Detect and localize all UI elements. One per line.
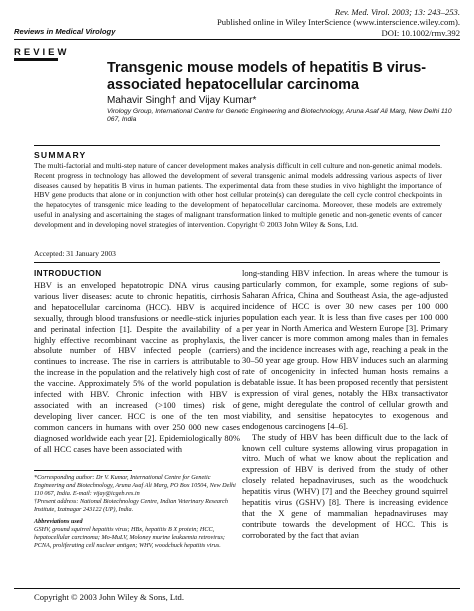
summary-text: The multi-factorial and multi-step nature of cancer development makes analysis difficult in cell culture and non-genetic animal models. Recent progress in technology has allowed the development of several transgenic animal models addressing various aspects of liver diseases caused by hepatitis B virus in human patients. The experimental data from these studies in vivo highlight the importance of HBV gene products that alone or in conjunction with other host cellular protein(s) can deregulate the cell cycle control checkpoints in the hepatocytes of transgenic mice leading to the development of hepatocellular carcinoma. Moreover, these models are extremely useful in analysing and ascertaining the stages of malignant transformation linked to multiple genetic and non-genetic events of cancer development and in developing novel strategies of intervention. Copyright © 2003 John Wiley & Sons, Ltd. xyxy=(34,161,442,229)
body-paragraph: The study of HBV has been difficult due to the lack of known cell culture systems allowing virus propagation in vitro. Much of what we know about the replication and expression of HBV is derived from the study of other closely related hepadnaviruses, such as the woodchuck hepatitis virus (WHV) [7] and the Beechey ground squirrel hepatitis virus (GSHV) [8]. There is increasing evidence that the X gene of mammalian hepadnaviruses may contribute towards the development of HCC. This is corroborated by the fact that avian xyxy=(242,431,448,540)
author-list: Mahavir Singh† and Vijay Kumar* xyxy=(107,95,257,106)
online-publication-note: Published online in Wiley InterScience (www.interscience.wiley.com). xyxy=(217,17,460,28)
article-type-bar xyxy=(14,58,58,61)
body-left-column xyxy=(34,268,240,455)
journal-meta xyxy=(160,7,460,38)
author-affiliation: Virology Group, International Centre for Genetic Engineering and Biotechnology, Aruna Asaf Ali Marg, New Delhi 110 067, India xyxy=(107,108,452,124)
correspondence-footnote: *Corresponding author: Dr V. Kumar, International Centre for Genetic Engineering and Biotechnology, Aruna Asaf Ali Marg, PO Box 10504, New Delhi 110 067, India. E-mail: vijay@icgeb.res.in xyxy=(34,474,236,497)
body-right-column xyxy=(242,268,448,541)
summary-heading: SUMMARY xyxy=(34,150,87,160)
doi: DOI: 10.1002/rmv.392 xyxy=(381,27,460,38)
footer-rule xyxy=(14,588,460,589)
summary-top-rule xyxy=(34,145,440,146)
series-name: Reviews in Medical Virology xyxy=(14,27,116,36)
introduction-heading: INTRODUCTION xyxy=(34,269,102,278)
body-paragraph: long-standing HBV infection. In areas where the tumour is particularly common, for example, some regions of sub-Saharan Africa, China and Southeast Asia, the age-adjusted incidence of HCC is over 30 new cases per 100 000 population each year. It is less than five cases per 100 000 per year in North America and Western Europe [3]. Primary liver cancer is more common among males than in females and the incidence increases with age, reaching a peak in the 30–50 year age group. How HBV induces such an alarming rate of oncogenicity in infected human hosts remains a debatable issue. It has been proposed recently that persistent expression of viral genes, notably the HBx transactivator gene, might deregulate the control of cellular growth and viability, and sensitise hepatocytes to exogenous and endogenous carcinogens [4–6]. xyxy=(242,268,448,431)
header-rule xyxy=(14,39,460,40)
accepted-date: Accepted: 31 January 2003 xyxy=(34,249,116,258)
article-type-label: REVIEW xyxy=(14,47,70,58)
footnotes xyxy=(34,474,238,514)
article-title: Transgenic mouse models of hepatitis B virus-associated hepatocellular carcinoma xyxy=(107,60,427,93)
copyright-notice: Copyright © 2003 John Wiley & Sons, Ltd. xyxy=(34,592,184,602)
present-address-footnote: †Present address: National Biotechnology Centre, Indian Veterinary Research Institute, Izatnagar 243122 (UP), India. xyxy=(34,497,228,513)
journal-reference: Rev. Med. Virol. 2003; 13: 243–253. xyxy=(334,7,460,17)
abbreviations-heading: Abbreviations used xyxy=(34,518,83,525)
footnote-rule xyxy=(34,470,132,471)
abbreviations-text: GSHV, ground squirrel hepatitis virus; HBx, hepatitis B X protein; HCC, hepatocellular carcinoma; Mo-MuLV, Moloney murine leukaemia retrovirus; PCNA, proliferating cell nuclear antigen; WHV, woodchuck hepatitis virus. xyxy=(34,526,225,549)
summary-bottom-rule xyxy=(34,262,440,263)
introduction-paragraph: HBV is an enveloped hepatotropic DNA virus causing various liver diseases: acute to chronic hepatitis, cirrhosis and hepatocellular carcinoma (HCC). HBV is acquired sexually, through blood transfusions or needle-stick injuries and perinatal infection [1]. Despite the availability of a highly effective recombinant vaccine as prophylaxis, the absolute number of HBV infected people (carriers) continues to increase. The rise in carriers is attributable to the increase in the population and the relatively high cost of the vaccine. Approximately 5% of the world population is infected with HBV. Chronic infection with HBV is associated with an increased (>100 times) risk of developing liver cancer. HCC is one of the ten most common cancers in humans with over 250 000 new cases diagnosed worldwide each year [2]. Epidemiologically 80% of all HCC cases have been associated with xyxy=(34,280,240,454)
